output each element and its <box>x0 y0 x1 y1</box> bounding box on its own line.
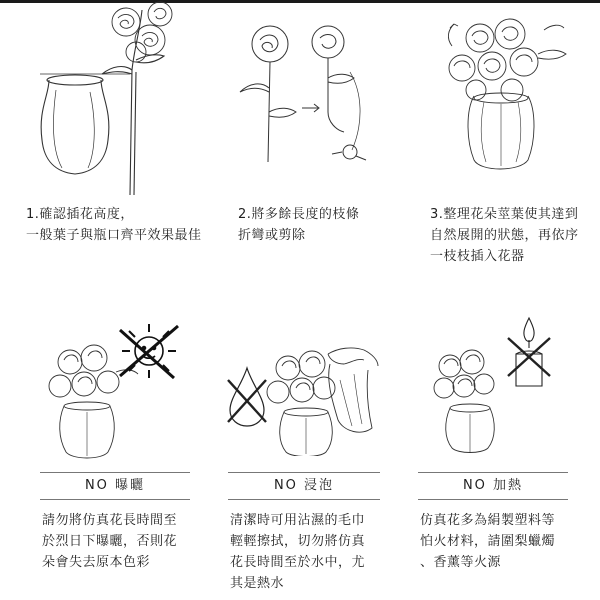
arranged-vase-illustration <box>440 10 570 175</box>
warning-text-heat: 仿真花多為絹製塑料等 怕火材料，請圍梨蠟燭 、香薰等火源 <box>420 513 556 570</box>
candle-crossed-icon <box>504 314 554 392</box>
hand-with-cloth-icon <box>318 340 380 440</box>
warning-text-sun: 請勿將仿真花長時間至 於烈日下曝曬，否則花 朵會失去原本色彩 <box>42 513 178 570</box>
warning-title-soak: NO 浸泡 <box>228 472 380 500</box>
sun-crossed-icon <box>114 316 184 386</box>
bend-stem-illustration <box>232 22 382 172</box>
warning-title-heat: NO 加熱 <box>418 472 568 500</box>
step-1-instruction: 1.確認插花高度， 一般葉子與瓶口齊平效果最佳 <box>26 207 202 243</box>
vase-and-stem-illustration <box>30 0 200 195</box>
step-3-instruction: 3.整理花朵莖葉使其達到 自然展開的狀態，再依序 一枝枝插入花器 <box>430 207 579 264</box>
no-heat-illustration <box>432 338 512 456</box>
warning-text-soak: 清潔時可用沾濕的毛巾 輕輕擦拭，切勿將仿真 花長時間至於水中，尤 其是熱水 <box>230 513 366 591</box>
step-2-instruction: 2.將多餘長度的枝條 折彎或剪除 <box>238 207 360 243</box>
warning-title-sun: NO 曝曬 <box>40 472 190 500</box>
